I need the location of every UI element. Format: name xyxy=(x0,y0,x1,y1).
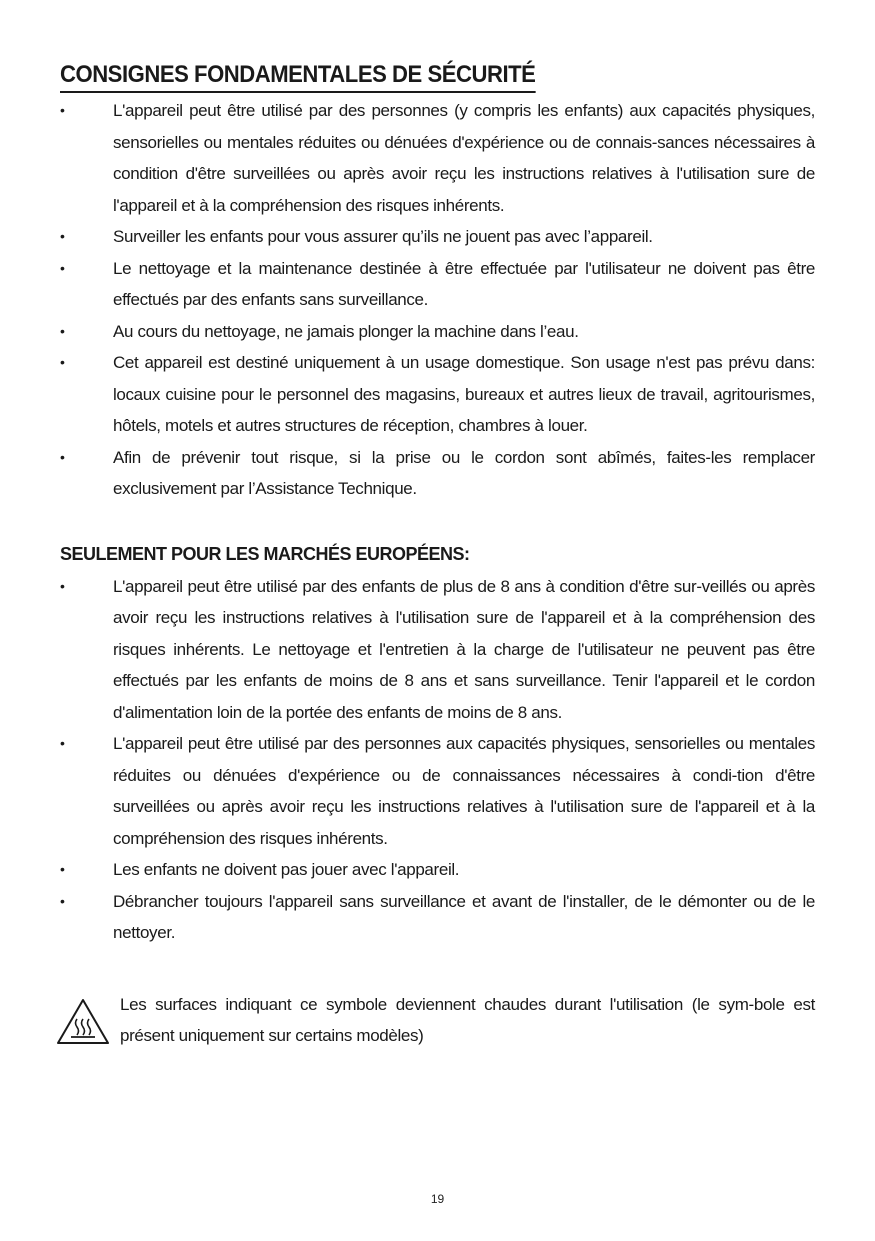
hot-surface-note xyxy=(60,989,815,1059)
list-item-text: Les enfants ne doivent pas jouer avec l'appareil. xyxy=(113,860,460,879)
eu-section-title: SEULEMENT POUR LES MARCHÉS EUROPÉENS: xyxy=(60,543,470,564)
bullet-icon: • xyxy=(60,892,65,909)
list-item xyxy=(60,571,815,729)
list-item-text: Au cours du nettoyage, ne jamais plonger la machine dans l’eau. xyxy=(113,321,579,341)
bullet-icon: • xyxy=(60,354,65,370)
list-item xyxy=(60,886,815,949)
bullet-icon: • xyxy=(60,861,65,877)
bullet-icon: • xyxy=(60,322,65,339)
bullet-icon: • xyxy=(60,448,65,465)
list-item xyxy=(60,442,815,505)
page-content xyxy=(60,60,815,1059)
list-item xyxy=(60,95,815,221)
list-item-text: L'appareil peut être utilisé par des personnes (y compris les enfants) aux capacités physiques, sensorielles ou mentales réduites ou dénuées d'expérience ou de connais-sances nécessaires à condition d'être surveillées ou après avoir reçu les instructions relatives à l'utilisation sure de l'appareil et à la compréhension des risques inhérents. xyxy=(113,101,815,215)
list-item xyxy=(60,253,815,316)
list-item-text: Afin de prévenir tout risque, si la prise ou le cordon sont abîmés, faites-les remplacer exclusivement par l’Assistance Technique. xyxy=(113,447,815,498)
eu-safety-list xyxy=(60,571,815,949)
bullet-icon: • xyxy=(60,259,65,276)
list-item-text: Cet appareil est destiné uniquement à un usage domestique. Son usage n'est pas prévu dans: locaux cuisine pour le personnel des magasins, bureaux et autres lieux de travail, agritourismes, hôtels, motels et autres structures de réception, chambres à louer. xyxy=(113,353,815,435)
hot-surface-text: Les surfaces indiquant ce symbole deviennent chaudes durant l'utilisation (le sym-bole est présent uniquement sur certains modèles) xyxy=(120,994,815,1045)
bullet-icon: • xyxy=(60,228,65,244)
list-item-text: Le nettoyage et la maintenance destinée à être effectuée par l'utilisateur ne doivent pas être effectués par des enfants sans surveillance. xyxy=(113,258,815,309)
list-item xyxy=(60,728,815,854)
page-number: 19 xyxy=(430,1192,445,1206)
list-item xyxy=(60,854,815,886)
list-item xyxy=(60,347,815,442)
list-item-text: L'appareil peut être utilisé par des enfants de plus de 8 ans à condition d'être sur-veillés ou après avoir reçu les instructions relatives à l'utilisation sure de l'appareil et à la compréhension des risques inhérents. Le nettoyage et l'entretien à la charge de l'utilisateur ne peuvent pas être effectués par les enfants de moins de 8 ans et sans surveillance. Tenir l'appareil et le cordon d'alimentation loin de la portée des enfants de moins de 8 ans. xyxy=(113,576,815,722)
bullet-icon: • xyxy=(60,577,65,594)
bullet-icon: • xyxy=(60,735,65,751)
page-title: CONSIGNES FONDAMENTALES DE SÉCURITÉ xyxy=(60,60,535,93)
list-item xyxy=(60,221,815,253)
list-item-text: Débrancher toujours l'appareil sans surveillance et avant de l'installer, de le démonter ou de le nettoyer. xyxy=(113,891,815,942)
bullet-icon: • xyxy=(60,102,65,118)
general-safety-list xyxy=(60,95,815,505)
hot-surface-warning-icon xyxy=(55,997,111,1047)
list-item xyxy=(60,316,815,348)
list-item-text: L'appareil peut être utilisé par des personnes aux capacités physiques, sensorielles ou mentales réduites ou dénuées d'expérience ou de connaissances nécessaires à condi-tion d'être surveillées ou après avoir reçu les instructions relatives à l'utilisation sure de l'appareil et à la compréhension des risques inhérents. xyxy=(113,734,815,848)
list-item-text: Surveiller les enfants pour vous assurer qu’ils ne jouent pas avec l’appareil. xyxy=(113,227,653,246)
